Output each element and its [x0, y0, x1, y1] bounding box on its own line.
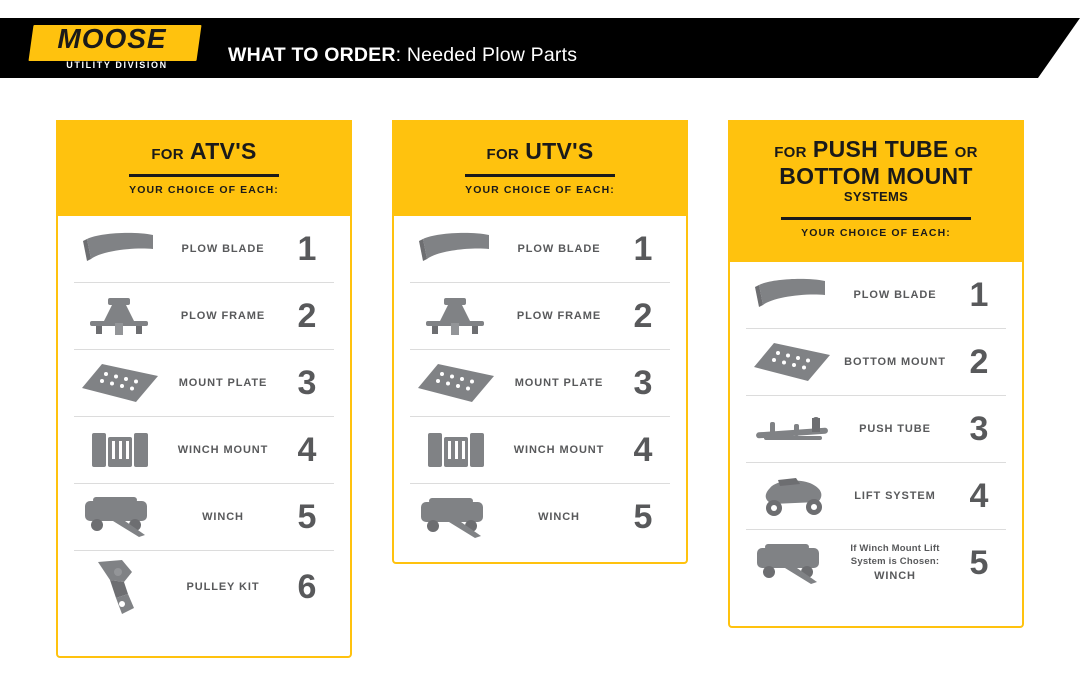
list-item-label: PLOW BLADE — [181, 242, 265, 255]
list-item-label: MOUNT PLATE — [514, 376, 604, 389]
plow-frame-icon — [74, 295, 166, 337]
plow-blade-icon — [746, 277, 838, 313]
winch-icon — [410, 496, 502, 540]
push-tube-icon — [746, 412, 838, 446]
list-item-label: WINCH MOUNT — [177, 443, 269, 456]
list-item[interactable] — [74, 551, 334, 624]
card-atv-title-main: ATV'S — [190, 138, 257, 164]
list-item[interactable] — [74, 216, 334, 283]
list-item-label: MOUNT PLATE — [178, 376, 268, 389]
bottom-mount-icon — [746, 341, 838, 383]
list-item-label: BOTTOM MOUNT — [844, 355, 946, 368]
page-title-bold: WHAT TO ORDER — [228, 44, 396, 66]
list-item[interactable] — [410, 417, 670, 484]
list-item-label-text: WINCH — [874, 569, 916, 582]
plow-blade-icon — [74, 231, 166, 267]
list-item-number: 4 — [633, 430, 653, 469]
winch-icon — [74, 495, 166, 539]
card-push-tube-title-line2: BOTTOM MOUNT — [779, 163, 973, 190]
page-title-rest: : Needed Plow Parts — [395, 44, 578, 66]
list-item[interactable] — [74, 283, 334, 350]
card-push-tube-rows — [728, 262, 1024, 616]
mount-plate-icon — [74, 362, 166, 404]
card-atv-title-prefix: FOR — [151, 146, 184, 163]
page-title — [228, 44, 577, 67]
card-utv-rows — [392, 216, 688, 552]
list-item-number: 5 — [297, 497, 317, 536]
card-push-tube-title-line3: SYSTEMS — [843, 188, 909, 204]
list-item[interactable] — [410, 350, 670, 417]
list-item-number: 3 — [969, 409, 989, 448]
logo-subtitle: UTILITY DIVISION — [66, 60, 168, 70]
list-item[interactable] — [746, 262, 1006, 329]
list-item-label: PULLEY KIT — [186, 581, 260, 594]
list-item[interactable] — [74, 484, 334, 551]
list-item-number: 1 — [969, 275, 989, 314]
card-utv-title-prefix: FOR — [486, 146, 520, 163]
list-item-label: WINCH MOUNT — [513, 443, 605, 456]
card-push-tube-title-main: PUSH TUBE — [812, 136, 949, 162]
list-item-number: 4 — [297, 430, 317, 469]
list-item-number: 3 — [297, 363, 317, 402]
card-atv-title — [56, 138, 352, 165]
list-item-label: PLOW FRAME — [516, 309, 602, 322]
card-atv-subtitle: YOUR CHOICE OF EACH: — [129, 184, 279, 197]
list-item-number: 5 — [969, 544, 989, 582]
list-item[interactable] — [410, 484, 670, 551]
card-atv-divider — [129, 174, 279, 177]
list-item-number: 6 — [297, 568, 317, 606]
list-item-number: 1 — [633, 229, 653, 268]
list-item-label: PUSH TUBE — [859, 422, 931, 435]
card-utv-subtitle: YOUR CHOICE OF EACH: — [465, 184, 615, 197]
list-item[interactable] — [74, 350, 334, 417]
card-push-tube-subtitle: YOUR CHOICE OF EACH: — [801, 226, 951, 239]
card-utv-title — [392, 138, 688, 165]
winch-mount-icon — [74, 427, 166, 473]
list-item-number: 1 — [297, 229, 317, 268]
plow-frame-icon — [410, 295, 502, 337]
list-item-label: PLOW BLADE — [517, 242, 601, 255]
winch-mount-icon — [410, 427, 502, 473]
list-item-label: LIFT SYSTEM — [854, 489, 936, 502]
list-item[interactable] — [74, 417, 334, 484]
lift-system-icon — [746, 474, 838, 518]
list-item-label: WINCH — [202, 510, 244, 523]
moose-utility-division-logo — [28, 22, 196, 78]
list-item[interactable] — [410, 216, 670, 283]
list-item[interactable] — [746, 463, 1006, 530]
list-item-number: 4 — [969, 476, 989, 515]
list-item-label: PLOW FRAME — [180, 309, 266, 322]
card-atv-rows — [56, 216, 352, 646]
card-push-tube-divider — [781, 217, 971, 220]
pulley-kit-icon — [74, 558, 166, 618]
mount-plate-icon — [410, 362, 502, 404]
plow-blade-icon — [410, 231, 502, 267]
list-item-number: 3 — [633, 363, 653, 402]
list-item-number: 2 — [297, 296, 317, 335]
card-push-tube — [728, 120, 1024, 628]
list-item[interactable] — [746, 396, 1006, 463]
card-push-tube-header — [728, 120, 1024, 262]
list-item-number: 2 — [633, 296, 653, 335]
card-utv — [392, 120, 688, 564]
card-atv-header — [56, 120, 352, 216]
list-item-label: PLOW BLADE — [853, 288, 937, 301]
card-utv-header — [392, 120, 688, 216]
list-item-note: If Winch Mount Lift System is Chosen: — [850, 543, 940, 568]
card-push-tube-title-prefix: FOR — [774, 144, 807, 161]
list-item-label: WINCH — [538, 511, 580, 524]
card-push-tube-title-or: OR — [954, 144, 978, 161]
page-header — [0, 0, 1080, 96]
list-item-label — [838, 543, 952, 583]
card-atv — [56, 120, 352, 658]
list-item[interactable] — [746, 530, 1006, 597]
card-push-tube-title — [728, 136, 1024, 205]
winch-icon — [746, 542, 838, 586]
list-item[interactable] — [410, 283, 670, 350]
logo-wordmark: MOOSE — [57, 23, 167, 54]
list-item-number: 5 — [633, 498, 653, 536]
card-utv-title-main: UTV'S — [525, 138, 594, 164]
list-item-number: 2 — [969, 342, 989, 381]
card-utv-divider — [465, 174, 615, 177]
list-item[interactable] — [746, 329, 1006, 396]
